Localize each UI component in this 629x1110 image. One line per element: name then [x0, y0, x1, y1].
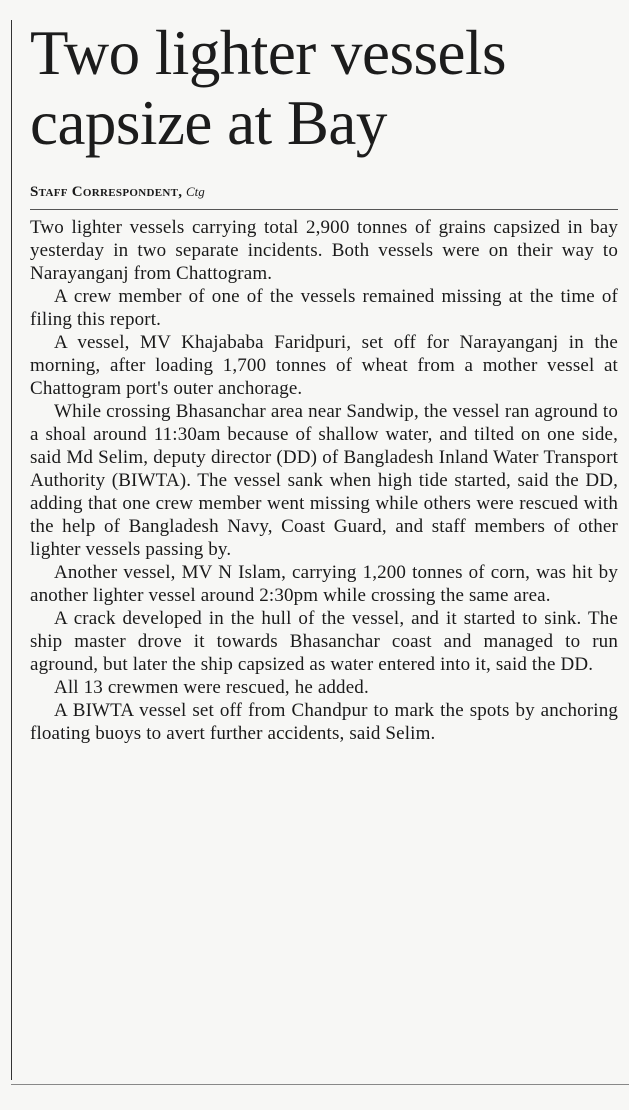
byline-author: Staff Correspondent, — [30, 184, 183, 200]
article-paragraph: A vessel, MV Khajababa Faridpuri, set off for Narayanganj in the morning, after loading 1,700 tonnes of wheat from a mother vessel at Chattogram port's outer anchorage. — [30, 332, 618, 399]
news-article — [30, 18, 618, 745]
article-paragraph: Two lighter vessels carrying total 2,900 tonnes of grains capsized in bay yesterday in two separate incidents. Both vessels were on their way to Narayanganj from Chattogram. — [30, 217, 618, 284]
article-paragraph: A BIWTA vessel set off from Chandpur to mark the spots by anchoring floating buoys to avert further accidents, said Selim. — [30, 700, 618, 744]
article-paragraph: All 13 crewmen were rescued, he added. — [54, 677, 369, 698]
article-body — [30, 216, 618, 745]
article-paragraph: A crack developed in the hull of the vessel, and it started to sink. The ship master drove it towards Bhasanchar coast and managed to run aground, but later the ship capsized as water entered into it, said the DD. — [30, 608, 618, 675]
headline: Two lighter vessels capsize at Bay — [30, 18, 507, 158]
byline-divider — [30, 209, 618, 210]
byline — [30, 183, 618, 201]
bottom-rule — [11, 1084, 629, 1085]
article-paragraph: A crew member of one of the vessels remained missing at the time of filing this report. — [30, 286, 618, 330]
column-rule — [11, 20, 12, 1080]
article-paragraph: While crossing Bhasanchar area near Sandwip, the vessel ran aground to a shoal around 11:30am because of shallow water, and tilted on one side, said Md Selim, deputy director (DD) of Bangladesh Inland Water Transport Authority (BIWTA). The vessel sank when high tide started, said the DD, adding that one crew member went missing while others were rescued with the help of Bangladesh Navy, Coast Guard, and staff members of other lighter vessels passing by. — [30, 401, 618, 560]
article-paragraph: Another vessel, MV N Islam, carrying 1,200 tonnes of corn, was hit by another lighter vessel around 2:30pm while crossing the same area. — [30, 562, 618, 606]
byline-location: Ctg — [186, 184, 205, 199]
